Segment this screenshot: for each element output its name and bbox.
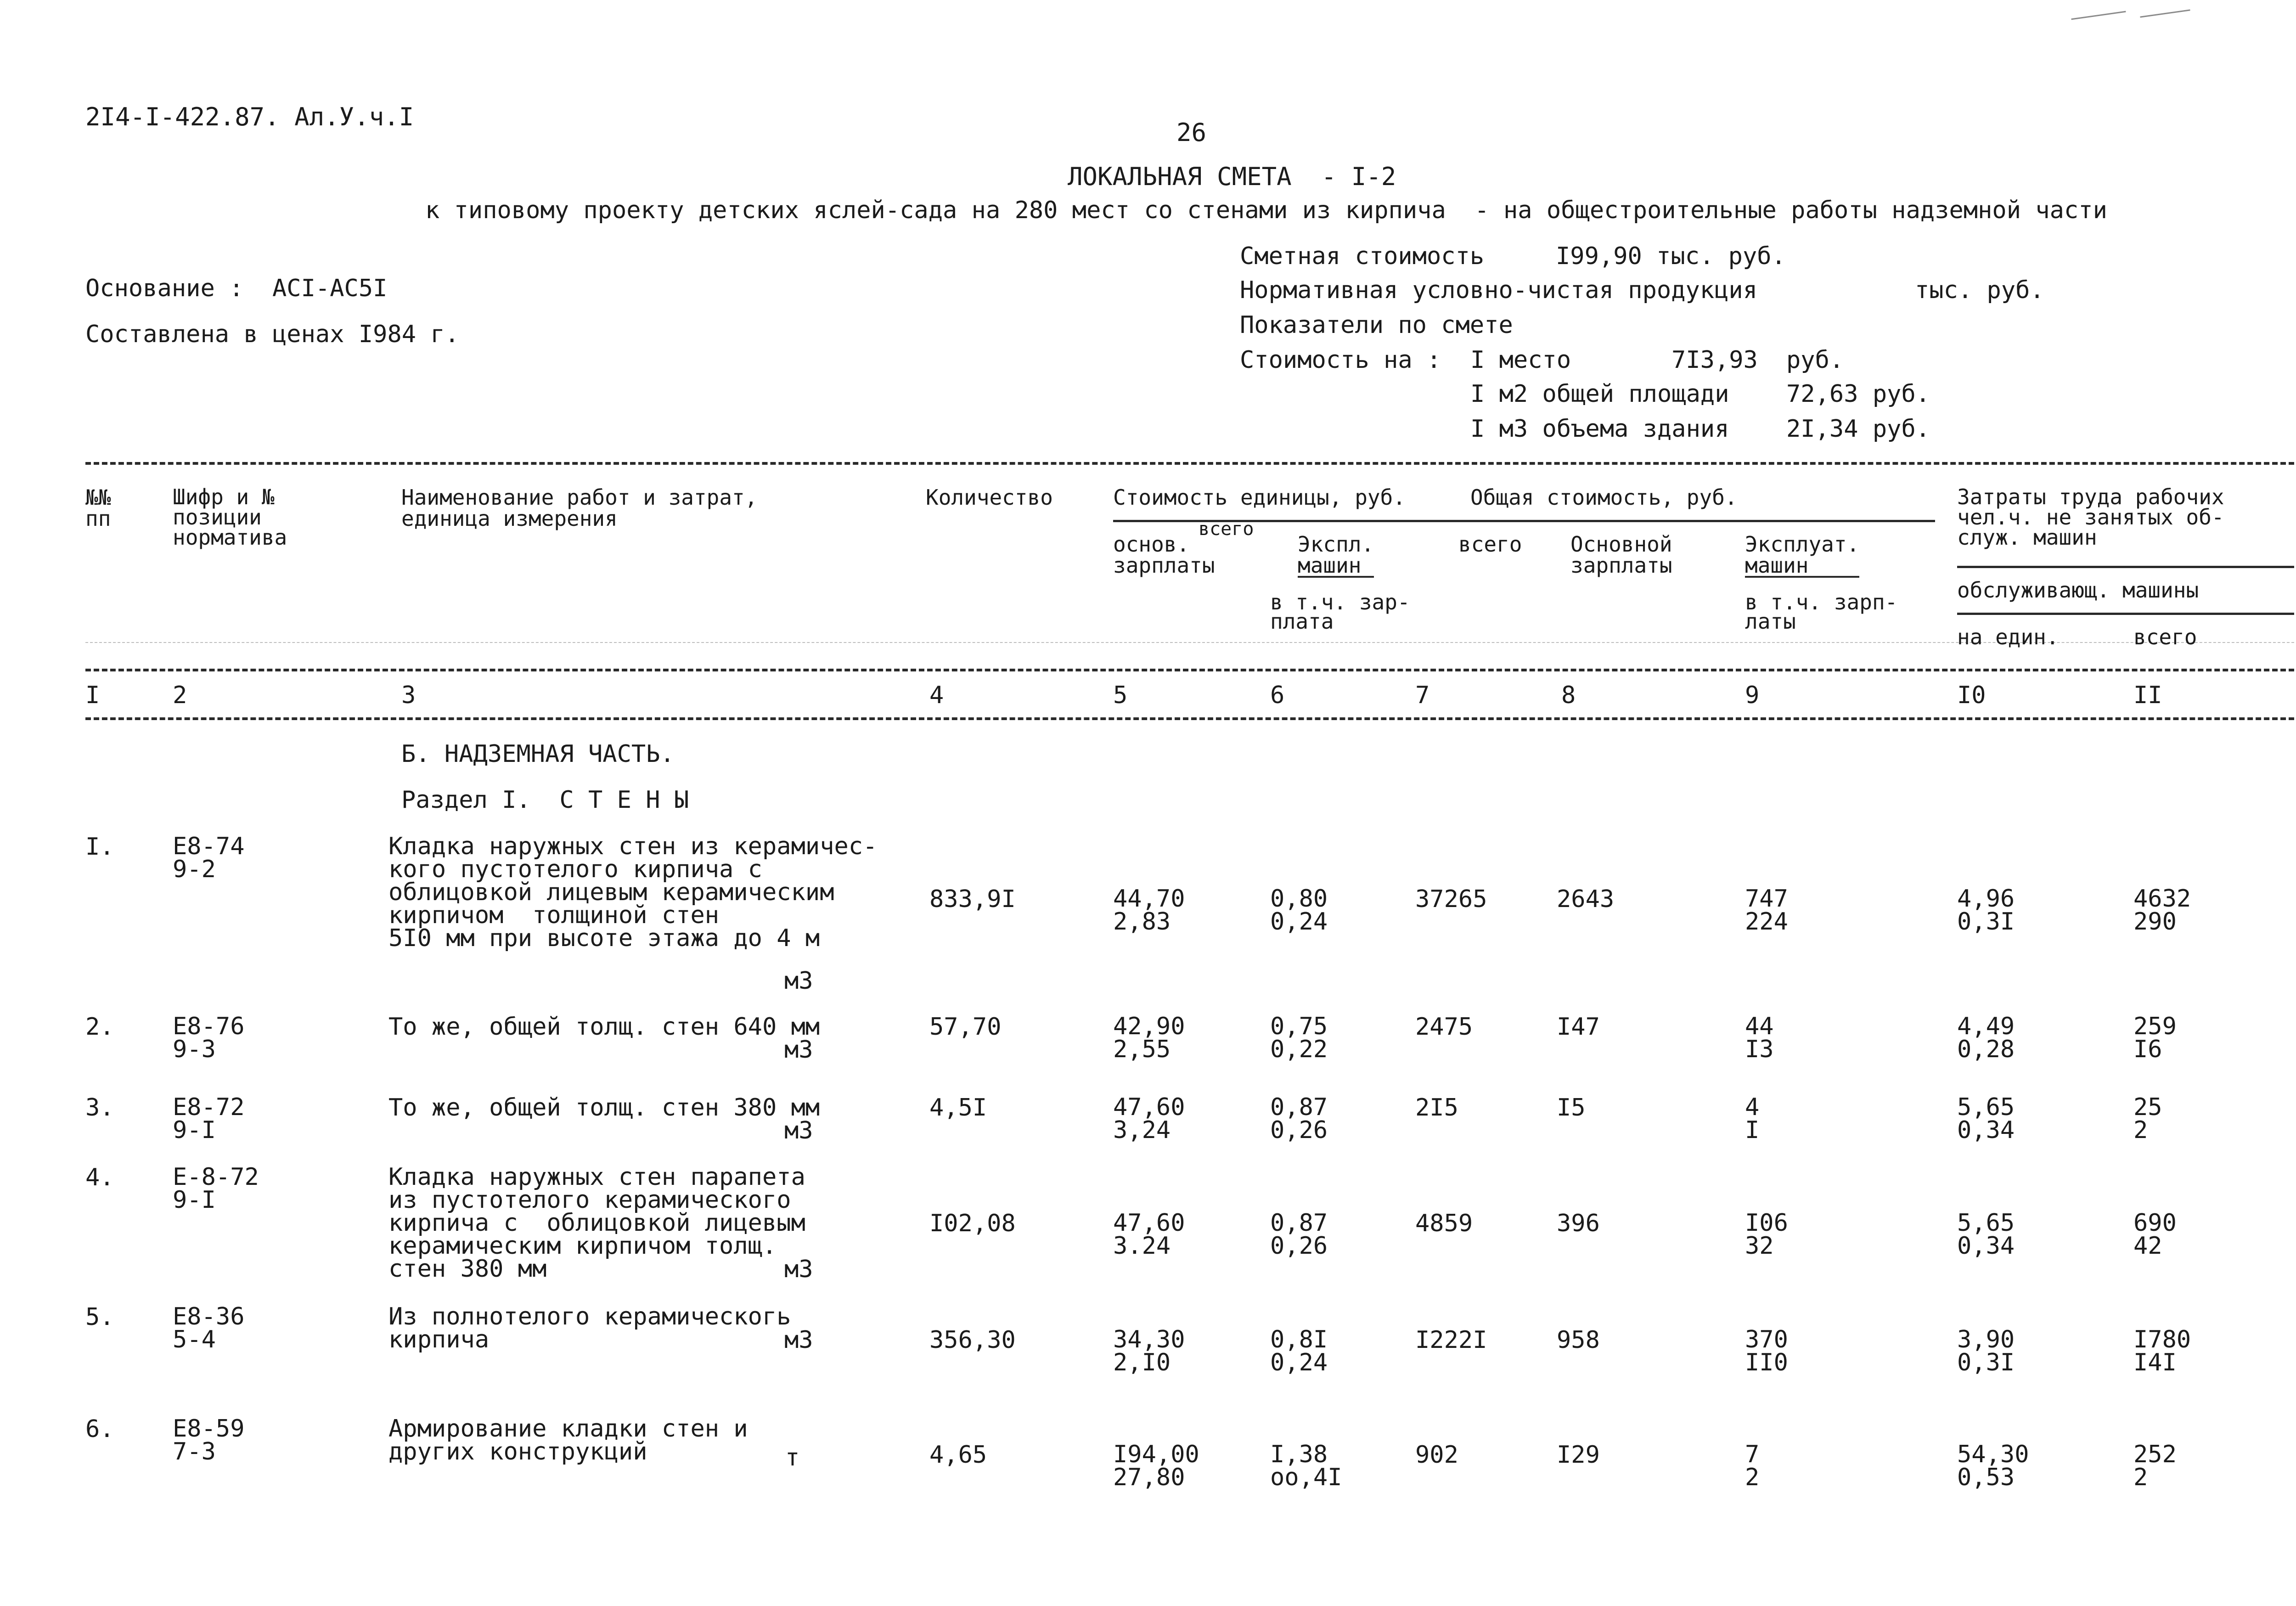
header-rule-labor: [1957, 566, 2294, 568]
row-work-name: То же, общей толщ. стен 380 мм: [388, 1094, 820, 1121]
row-unit: т: [785, 1444, 800, 1471]
cost-per-label: Стоимость на :: [1240, 346, 1441, 374]
header-machine-service: обслуживающ. машины: [1957, 578, 2199, 603]
row-unit-base-salary: 42,90 2,55: [1113, 1013, 1185, 1063]
document-title: ЛОКАЛЬНАЯ СМЕТА - I-2: [1068, 162, 1396, 191]
row-work-name: То же, общей толщ. стен 640 мм: [388, 1013, 820, 1041]
row-work-name: Армирование кладки стен и других конструкций: [388, 1415, 748, 1465]
header-base-salary: основ. зарплаты: [1113, 532, 1215, 578]
row-total-main-salary: I47: [1557, 1013, 1600, 1041]
column-number-9: 9: [1745, 682, 1760, 709]
header-work-name: Наименование работ и затрат, единица измерения: [401, 485, 758, 531]
row-unit-machine-ops: 0,80 0,24: [1270, 885, 1328, 935]
row-unit-base-salary: 47,60 3.24: [1113, 1209, 1185, 1260]
norm-product-label: Нормативная условно-чистая продукция: [1240, 276, 1758, 304]
row-unit-machine-ops: I,38 oo,4I: [1270, 1441, 1342, 1491]
header-incl-salaries: в т.ч. зарп- латы: [1745, 590, 1898, 634]
per-area-value: 72,63 руб.: [1786, 380, 1930, 408]
document-code: 2I4-I-422.87. Ал.У.ч.I: [85, 102, 414, 131]
row-norm-code: Е-8-72 9-I: [173, 1163, 259, 1214]
row-labor-per-unit: 5,65 0,34: [1957, 1209, 2015, 1260]
row-total-machine-ops: 4 I: [1745, 1093, 1760, 1144]
per-place-value: 7I3,93: [1671, 346, 1758, 374]
row-number: I.: [85, 833, 114, 861]
row-total-machine-ops: 44 I3: [1745, 1013, 1774, 1063]
column-number-10: I0: [1957, 682, 1986, 709]
row-total: I222I: [1415, 1326, 1487, 1354]
row-total-machine-ops: 747 224: [1745, 885, 1788, 935]
prices-line: Составлена в ценах I984 г.: [85, 321, 459, 348]
row-unit: м3: [784, 967, 813, 995]
row-norm-code: Е8-76 9-3: [173, 1013, 245, 1063]
column-number-1: I: [85, 682, 100, 709]
per-volume-value: 2I,34 руб.: [1786, 415, 1930, 443]
header-total-labor: всего: [2133, 625, 2197, 649]
header-rule-obsluzh: [1957, 613, 2294, 615]
row-labor-per-unit: 3,90 0,3I: [1957, 1326, 2015, 1376]
row-labor-total: 25 2: [2133, 1093, 2162, 1144]
subsection-title: Раздел I. С Т Е Н Ы: [401, 786, 689, 814]
column-numbers-bottom-rule: [85, 717, 2294, 720]
row-number: 2.: [85, 1013, 114, 1041]
basis-line: Основание : АСI-АС5I: [85, 275, 388, 302]
row-total: 37265: [1415, 885, 1487, 913]
page-number: 26: [1176, 118, 1207, 147]
section-title: Б. НАДЗЕМНАЯ ЧАСТЬ.: [401, 740, 675, 768]
row-unit-machine-ops: 0,87 0,26: [1270, 1209, 1328, 1260]
row-unit-base-salary: I94,00 27,80: [1113, 1441, 1199, 1491]
indicators-label: Показатели по смете: [1240, 311, 1513, 339]
header-norm-code: Шифр и № позиции норматива: [173, 485, 287, 550]
row-number: 3.: [85, 1094, 114, 1121]
header-row-number: №№ пп: [85, 485, 111, 531]
header-incl-salary: в т.ч. зар- плата: [1270, 590, 1410, 634]
row-norm-code: Е8-59 7-3: [173, 1415, 245, 1465]
row-quantity: I02,08: [929, 1210, 1016, 1237]
row-total-machine-ops: I06 32: [1745, 1209, 1788, 1260]
row-number: 5.: [85, 1303, 114, 1331]
row-labor-total: I780 I4I: [2133, 1326, 2191, 1376]
row-total-machine-ops: 370 II0: [1745, 1326, 1788, 1376]
row-unit-machine-ops: 0,8I 0,24: [1270, 1326, 1328, 1376]
header-labor-costs: Затраты труда рабочих чел.ч. не занятых об- служ. машин: [1957, 485, 2224, 550]
table-top-rule: [85, 462, 2294, 465]
row-total: 2475: [1415, 1013, 1473, 1041]
row-unit: м3: [784, 1256, 813, 1283]
header-machine-operation: Эксплуат. машин: [1745, 532, 1860, 578]
per-volume-label: I м3 объема здания: [1470, 415, 1729, 443]
row-unit: м3: [784, 1117, 813, 1144]
row-quantity: 833,9I: [929, 885, 1016, 913]
header-main-salary: Основной зарплаты: [1570, 532, 1672, 578]
row-labor-total: 252 2: [2133, 1441, 2177, 1491]
header-total-cost: Общая стоимость, руб.: [1470, 485, 1738, 510]
estimate-cost-value: I99,90 тыс. руб.: [1556, 242, 1786, 270]
header-quantity: Количество: [926, 485, 1053, 510]
row-work-name: Из полнотелого керамическогь кирпича: [388, 1303, 791, 1353]
norm-product-unit: тыс. руб.: [1915, 276, 2044, 304]
row-labor-total: 690 42: [2133, 1209, 2177, 1260]
row-total: 4859: [1415, 1210, 1473, 1237]
row-labor-total: 4632 290: [2133, 885, 2191, 935]
row-unit-machine-ops: 0,87 0,26: [1270, 1093, 1328, 1144]
row-quantity: 4,65: [929, 1441, 987, 1469]
row-norm-code: Е8-74 9-2: [173, 833, 245, 883]
row-labor-per-unit: 54,30 0,53: [1957, 1441, 2029, 1491]
row-quantity: 57,70: [929, 1013, 1002, 1041]
row-unit-machine-ops: 0,75 0,22: [1270, 1013, 1328, 1063]
header-total: всего: [1458, 532, 1522, 557]
row-total-machine-ops: 7 2: [1745, 1441, 1760, 1491]
column-numbers-top-rule: [85, 669, 2294, 671]
column-number-6: 6: [1270, 682, 1285, 709]
row-labor-per-unit: 4,49 0,28: [1957, 1013, 2015, 1063]
row-unit: м3: [784, 1036, 813, 1064]
row-unit-base-salary: 47,60 3,24: [1113, 1093, 1185, 1144]
row-unit-base-salary: 34,30 2,I0: [1113, 1326, 1185, 1376]
row-labor-per-unit: 5,65 0,34: [1957, 1093, 2015, 1144]
header-machine-ops: Экспл. машин: [1298, 532, 1374, 578]
row-labor-total: 259 I6: [2133, 1013, 2177, 1063]
column-number-4: 4: [929, 682, 944, 709]
row-total: 2I5: [1415, 1094, 1458, 1121]
row-total-main-salary: 2643: [1557, 885, 1615, 913]
header-unit-cost: Стоимость единицы, руб.: [1113, 485, 1406, 510]
row-unit-base-salary: 44,70 2,83: [1113, 885, 1185, 935]
estimate-cost-label: Сметная стоимость: [1240, 242, 1485, 270]
row-total-main-salary: I5: [1557, 1094, 1586, 1121]
per-place-unit: руб.: [1786, 346, 1844, 374]
per-place-label: I место: [1470, 346, 1571, 374]
header-per-unit: на един.: [1957, 625, 2059, 649]
row-labor-per-unit: 4,96 0,3I: [1957, 885, 2015, 935]
column-number-2: 2: [173, 682, 187, 709]
row-total: 902: [1415, 1441, 1458, 1469]
row-work-name: Кладка наружных стен парапета из пустотелого керамического кирпича с облицовкой лицевым керамическим кирпичом толщ. стен 380 мм: [388, 1163, 805, 1283]
document-subtitle: к типовому проекту детских яслей-сада на 280 мест со стенами из кирпича - на общестроительные работы надземной части: [425, 197, 2107, 224]
header-vsego-small: всего: [1199, 518, 1254, 540]
row-norm-code: Е8-36 5-4: [173, 1303, 245, 1353]
column-number-11: II: [2133, 682, 2162, 709]
row-quantity: 356,30: [929, 1326, 1016, 1354]
row-norm-code: Е8-72 9-I: [173, 1093, 245, 1144]
column-number-7: 7: [1415, 682, 1430, 709]
row-number: 6.: [85, 1415, 114, 1443]
row-unit: м3: [784, 1326, 813, 1354]
column-number-3: 3: [401, 682, 416, 709]
corner-scribble: [2071, 6, 2209, 25]
row-work-name: Кладка наружных стен из керамичес- кого пустотелого кирпича с облицовкой лицевым керамическим кирпичом толщиной стен 5I0 мм при высоте этажа до 4 м: [388, 833, 878, 952]
row-total-main-salary: I29: [1557, 1441, 1600, 1469]
row-number: 4.: [85, 1164, 114, 1191]
per-area-label: I м2 общей площади: [1470, 380, 1729, 408]
row-total-main-salary: 396: [1557, 1210, 1600, 1237]
column-number-8: 8: [1561, 682, 1576, 709]
row-quantity: 4,5I: [929, 1094, 987, 1121]
row-total-main-salary: 958: [1557, 1326, 1600, 1354]
column-number-5: 5: [1113, 682, 1128, 709]
